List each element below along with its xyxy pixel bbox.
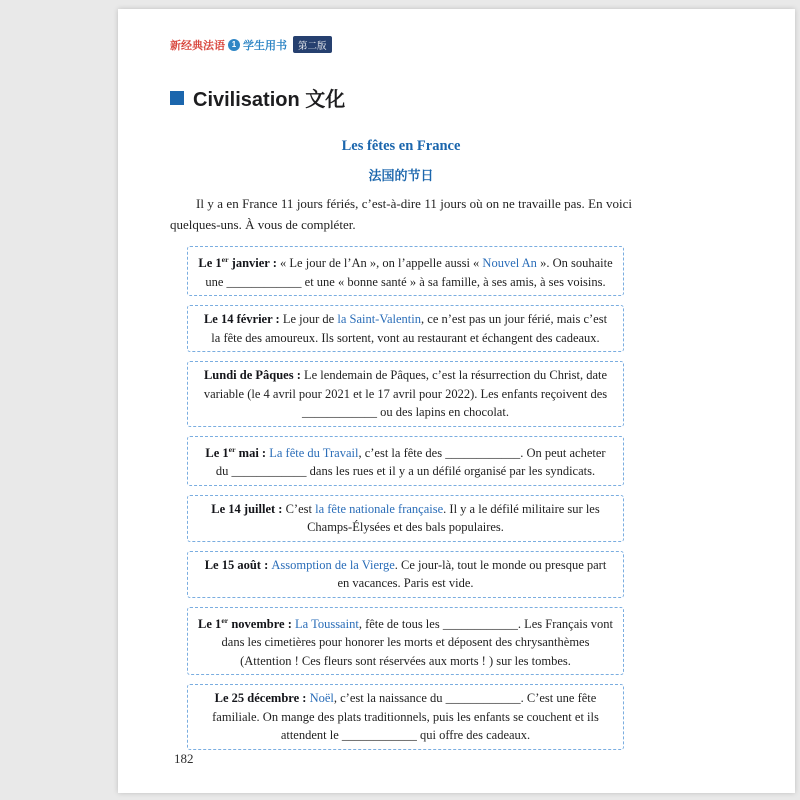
holiday-text (198, 556, 613, 593)
text-segment: Le lendemain de Pâques, c’est la résurrection du Christ, date variable (le 4 avril pour 2021 et le 17 avril pour 2022). Les enfants reçoivent des ____________ ou des lapins en chocolat. (203, 368, 608, 420)
holiday-text (198, 441, 613, 481)
holiday-box (187, 551, 624, 598)
holiday-text (198, 251, 613, 291)
holiday-box (187, 361, 624, 427)
edition-badge: 第二版 (293, 36, 332, 53)
text-segment: , c’est la naissance du ____________. C’est une fête familiale. On mange des plats traditionnels, puis les enfants se couchent et ils attendent le ____________ qui offre des cadeaux. (212, 691, 599, 743)
holiday-text (198, 500, 613, 537)
holiday-date-label: Le 1 (205, 445, 229, 460)
holiday-box (187, 305, 624, 352)
section-square-icon (170, 91, 184, 105)
text-segment: . Ce jour-là, tout le monde ou presque part en vacances. Paris est vide. (337, 557, 607, 591)
book-page (118, 9, 795, 793)
section-title-label: Civilisation 文化 (193, 89, 346, 111)
page-number: 182 (174, 751, 194, 766)
lesson-title-chinese: 法国的节日 (368, 168, 434, 183)
intro-paragraph: Il y a en France 11 jours fériés, c’est-à-dire 11 jours où on ne travaille pas. En voici quelques-uns. À vous de compléter. (170, 196, 632, 232)
text-segment: , ce n’est pas un jour férié, mais c’est la fête des amoureux. Ils sortent, vont au restaurant et échangent des cadeaux. (211, 312, 608, 345)
holiday-box (187, 246, 624, 296)
holiday-name-highlight: La fête du Travail (269, 445, 359, 460)
holiday-text (198, 612, 613, 671)
holiday-name-highlight: Nouvel An (482, 256, 537, 271)
text-segment: , fête de tous les ____________. Les Français vont dans les cimetières pour honorer les morts et déposent des chrysanthèmes (Attention ! Ces fleurs sont réservées aux morts ! ) sur les tombes. (221, 616, 613, 668)
holiday-date-label: Le 1 (198, 616, 222, 631)
header-series-title: 新经典法语 (170, 39, 225, 52)
holiday-date-label: Le 15 août : (204, 557, 272, 572)
text-segment: , c’est la fête des ____________. On peut acheter du ____________ dans les rues et il y a un défilé organisé par les syndicats. (215, 445, 606, 479)
header-book-type: 学生用书 (243, 39, 287, 52)
holiday-box (187, 684, 624, 750)
holiday-box (187, 607, 624, 676)
holiday-name-highlight: la fête nationale française (315, 501, 444, 516)
section-title (170, 83, 632, 112)
holiday-date-label: novembre : (228, 616, 295, 631)
text-segment: Le jour de (282, 312, 338, 327)
holiday-date-label: Lundi de Pâques : (203, 368, 304, 383)
text-segment: . Il y a le défilé militaire sur les Champs-Élysées et des bals populaires. (307, 501, 600, 535)
holiday-text (198, 310, 613, 347)
lesson-title-french: Les fêtes en France (341, 138, 461, 154)
holiday-boxes (187, 246, 624, 750)
holiday-box (187, 495, 624, 542)
book-number-icon: 1 (228, 39, 240, 51)
holiday-name-highlight: La Toussaint (294, 616, 359, 631)
text-segment: ». On souhaite une ____________ et une « bonne santé » à sa famille, à ses amis, à ses voisins. (205, 256, 613, 289)
page-header (170, 9, 632, 53)
text-segment: er (221, 255, 229, 264)
text-segment: er (228, 444, 236, 454)
holiday-name-highlight: la Saint-Valentin (337, 312, 422, 327)
holiday-date-label: Le 14 février : (203, 312, 283, 327)
text-segment: « Le jour de l’An », on l’appelle aussi « (280, 256, 483, 271)
holiday-name-highlight: Assomption de la Vierge (271, 557, 395, 572)
holiday-date-label: mai : (235, 445, 270, 460)
holiday-date-label: janvier : (228, 256, 281, 271)
text-segment: C’est (285, 501, 316, 516)
holiday-text (198, 366, 613, 422)
holiday-name-highlight: Noël (309, 691, 334, 706)
page-content (170, 9, 632, 750)
holiday-box (187, 436, 624, 486)
holiday-date-label: Le 14 juillet : (211, 501, 286, 516)
holiday-date-label: Le 25 décembre : (214, 691, 310, 706)
holiday-date-label: Le 1 (198, 256, 222, 271)
holiday-text (198, 689, 613, 745)
text-segment: er (221, 615, 229, 625)
